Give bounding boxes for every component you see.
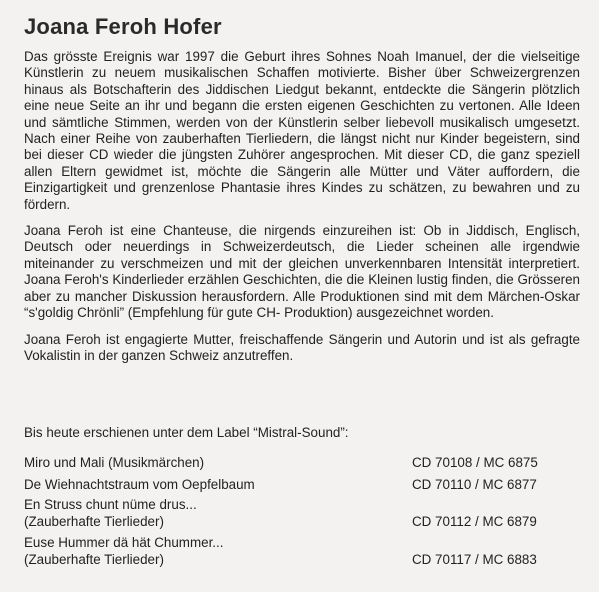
bio-paragraph: Joana Feroh ist eine Chanteuse, die nirgends einzureihen ist: Ob in Jiddisch, Englisch, Deutsch oder neuerdings in Schweizerdeutsch, die Lieder scheinen alle irgendwie miteinander zu verschmeizen und mit der gleichen unverkennbaren Intensität interpretiert. Joana Feroh's Kinderlieder erzählen Geschichten, die die Kleinen lustig finden, die Grösseren aber zu mancher Diskussion herausfordern. Alle Produktionen sind mit dem Märchen-Oskar “s'goldig Chrönli” (Empfehlung für gute CH- Produktion) ausgezeichnet worden.	[24, 223, 580, 321]
catalog-number: CD 70108 / MC 6875	[412, 455, 538, 470]
list-item	[24, 535, 580, 568]
release-subtitle-line: (Zauberhafte Tierlieder)	[24, 513, 164, 529]
release-subtitle-line: (Zauberhafte Tierlieder)	[24, 551, 164, 567]
page-title: Joana Feroh Hofer	[24, 14, 222, 39]
discography-list	[24, 455, 580, 568]
release-title-line: Euse Hummer dä hät Chummer...	[24, 535, 224, 550]
bio-paragraph: Das grösste Ereignis war 1997 die Geburt ihres Sohnes Noah Imanuel, der die vielseitige Künstlerin zu neuem musikalischen Schaffen motivierte. Bisher über Schweizergrenzen hinaus als Botschafterin des Jiddischen Liedgut bekannt, entdeckte die Sängerin plötzlich eine neue Seite an ihr und begann die ersten eigenen Geschichten zu vertonen. Alle Ideen und sämtliche Stimmen, werden von der Künstlerin selber liebevoll musikalisch umgesetzt. Nach einer Reihe von zauberhaften Tierliedern, die längst nicht nur Kinder begeistern, sind bei dieser CD wieder die jüngsten Zuhörer angesprochen. Mit dieser CD, die ganz speziell allen Eltern gewidmet ist, möchte die Sängerin alle Mütter und Väter auffordern, die Einzigartigkeit und grenzenlose Phantasie ihres Kindes zu schätzen, zu bewahren und zu fördern.	[24, 49, 580, 212]
catalog-number: CD 70112 / MC 6879	[412, 513, 537, 529]
bio-paragraph: Joana Feroh ist engagierte Mutter, freischaffende Sängerin und Autorin und ist als gefragte Vokalistin in der ganzen Schweiz anzutreffen.	[24, 331, 580, 363]
release-title-line: Miro und Mali (Musikmärchen)	[24, 455, 205, 470]
catalog-number: CD 70110 / MC 6877	[412, 476, 537, 492]
list-item	[24, 497, 580, 530]
release-title-line: En Struss chunt nüme drus...	[24, 497, 197, 512]
catalog-number: CD 70117 / MC 6883	[412, 551, 537, 567]
release-title	[24, 535, 223, 568]
discography-heading: Bis heute erschienen unter dem Label “Mistral-Sound”:	[24, 425, 349, 440]
list-item	[24, 455, 580, 472]
release-title	[24, 497, 197, 530]
biography	[24, 49, 580, 374]
release-title	[24, 455, 204, 472]
release-title	[24, 477, 255, 494]
list-item	[24, 477, 580, 494]
release-title-line: De Wiehnachtstraum vom Oepfelbaum	[24, 476, 255, 492]
